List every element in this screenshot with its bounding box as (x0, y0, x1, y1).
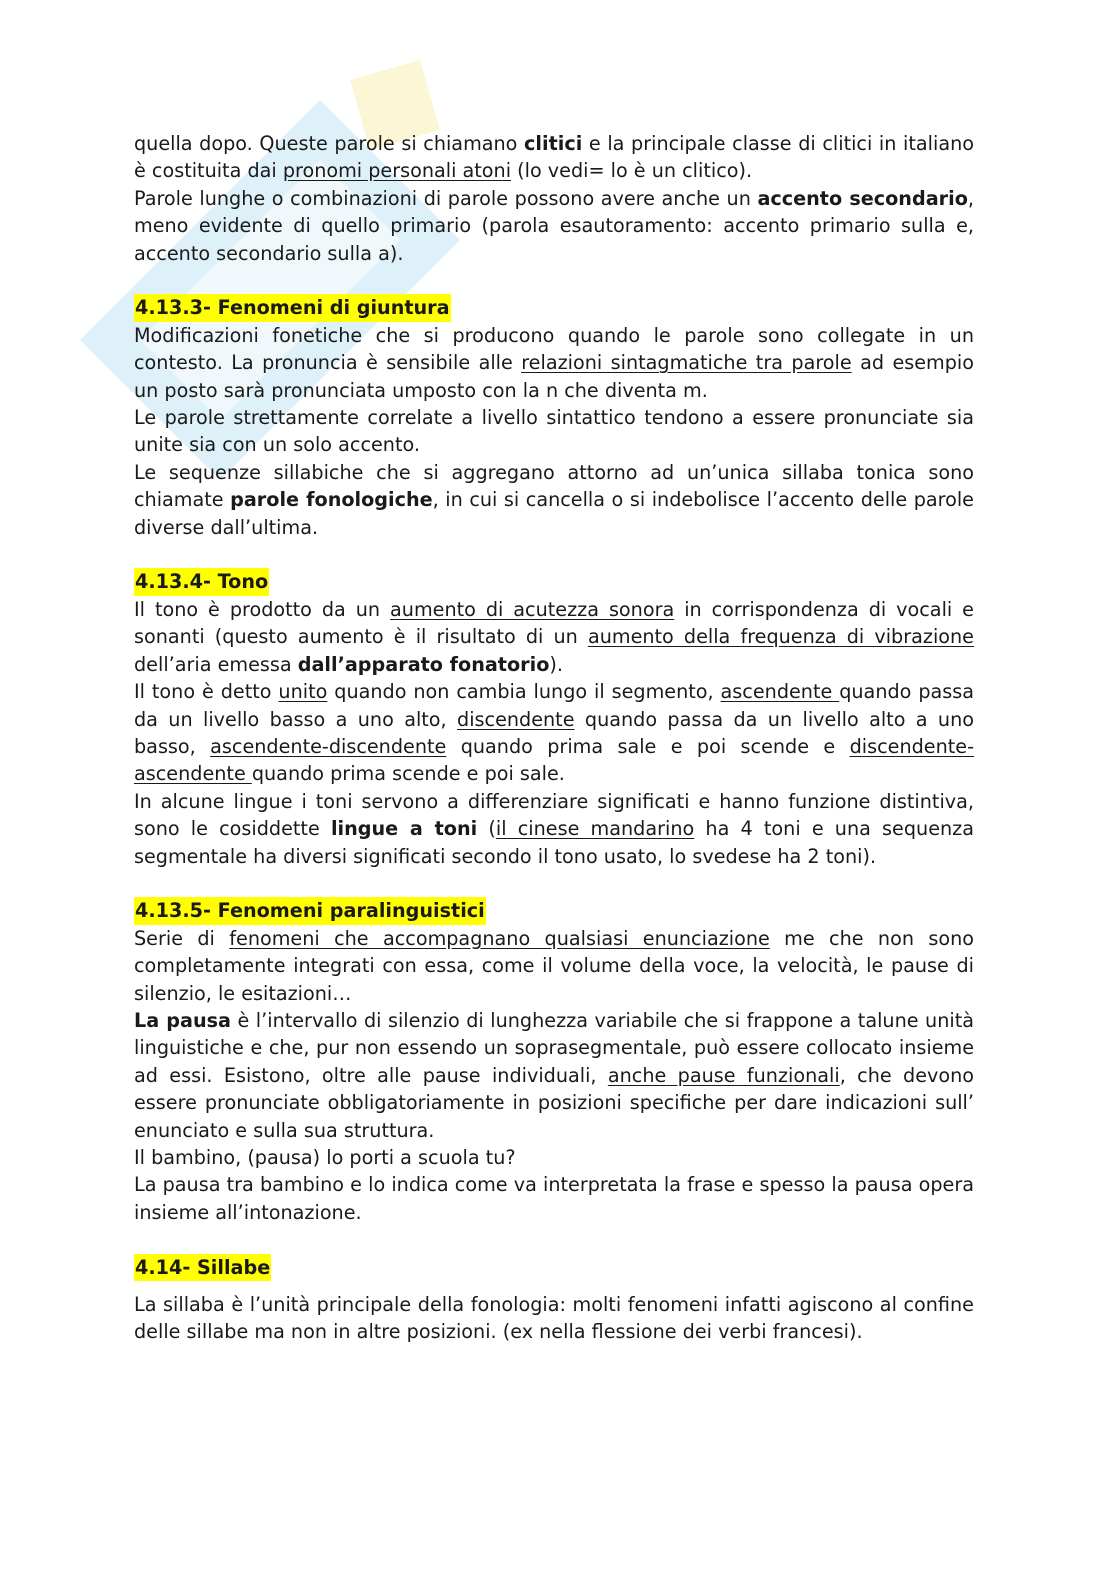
section-heading: 4.14- Sillabe (134, 1254, 271, 1281)
paragraph: Serie di fenomeni che accompagnano qualsiasi enunciazione me che non sono completamente integrati con essa, come il volume della voce, la velocità, le pause di silenzio, le esitazioni… (134, 926, 974, 1005)
paragraph: Modificazioni fonetiche che si producono quando le parole sono collegate in un contesto. La pronuncia è sensibile alle relazioni sintagmatiche tra parole ad esempio un posto sarà pronunciata umposto con la n che diventa m. (134, 323, 975, 402)
section-heading: 4.13.5- Fenomeni paralinguistici (134, 897, 486, 924)
paragraph: Il tono è detto unito quando non cambia lungo il segmento, ascendente quando passa da un livello basso a uno alto, discendente quando passa da un livello alto a uno basso, ascendente-discendente quando prima sale e poi scende e discendente-ascendente quando prima scende e poi sale. (134, 680, 975, 786)
paragraph: La pausa tra bambino e lo indica come va interpretata la frase e spesso la pausa opera insieme all’intonazione. (134, 1173, 974, 1224)
section-heading: 4.13.3- Fenomeni di giuntura (134, 294, 451, 321)
section-heading: 4.13.4- Tono (134, 568, 269, 595)
paragraph: La sillaba è l’unità principale della fonologia: molti fenomeni infatti agiscono al confine delle sillabe ma non in altre posizioni. (ex nella flessione dei verbi francesi). (134, 1293, 974, 1344)
paragraph: Le parole strettamente correlate a livello sintattico tendono a essere pronunciate sia unite sia con un solo accento. (134, 406, 974, 457)
paragraph: La pausa è l’intervallo di silenzio di lunghezza variabile che si frappone a talune unità linguistiche e che, pur non essendo un soprasegmentale, può essere collocato insieme ad essi. Esistono, oltre alle pause individuali, anche pause funzionali, che devono essere pronunciate obbligatoriamente in posizioni specifiche per dare indicazioni sull’ enunciato e sulla sua struttura. (134, 1008, 974, 1142)
paragraph: Il tono è prodotto da un aumento di acutezza sonora in corrispondenza di vocali e sonanti (questo aumento è il risultato di un aumento della frequenza di vibrazione dell’aria emessa dall’apparato fonatorio). (134, 597, 974, 676)
document-page (134, 130, 974, 1346)
paragraph: In alcune lingue i toni servono a differenziare significati e hanno funzione distintiva, sono le cosiddette lingue a toni (il cinese mandarino ha 4 toni e una sequenza segmentale ha diversi significati secondo il tono usato, lo svedese ha 2 toni). (134, 789, 974, 868)
paragraph: Le sequenze sillabiche che si aggregano attorno ad un’unica sillaba tonica sono chiamate parole fonologiche, in cui si cancella o si indebolisce l’accento delle parole diverse dall’ultima. (134, 460, 974, 539)
paragraph: quella dopo. Queste parole si chiamano clitici e la principale classe di clitici in italiano è costituita dai pronomi personali atoni (lo vedi= lo è un clitico). (134, 132, 974, 183)
paragraph: Parole lunghe o combinazioni di parole possono avere anche un accento secondario, meno evidente di quello primario (parola esautoramento: accento primario sulla e, accento secondario sulla a). (134, 186, 974, 265)
paragraph: Il bambino, (pausa) lo porti a scuola tu? (134, 1145, 516, 1169)
